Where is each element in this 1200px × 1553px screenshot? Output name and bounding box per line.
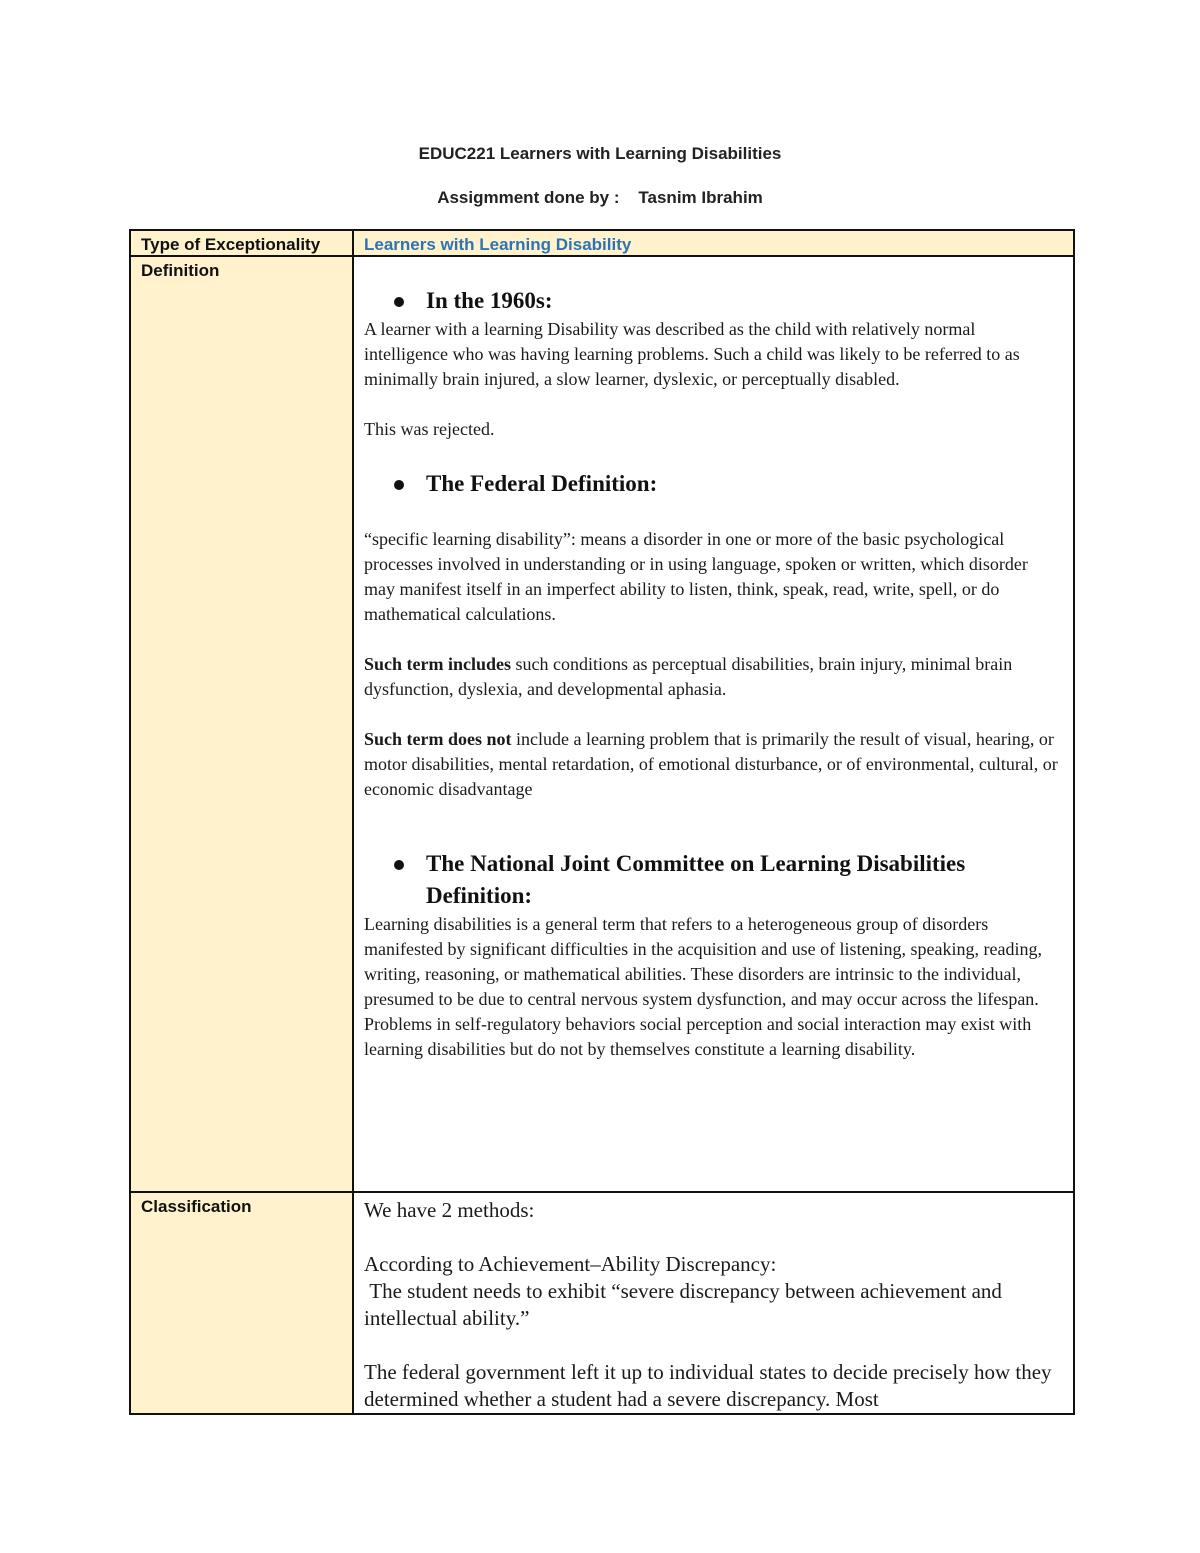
bullet-icon bbox=[394, 480, 404, 490]
classification-label-cell: Classification bbox=[130, 1192, 353, 1414]
definition-label-cell: Definition bbox=[130, 256, 353, 1192]
definition-row bbox=[130, 256, 1074, 1192]
term-excludes-text: include a learning problem that is primarily the result of visual, hearing, or motor disabilities, mental retardation, of emotional disturbance, or of environmental, cultural, or economic disadvantage bbox=[364, 729, 1058, 799]
paragraph-term-includes bbox=[364, 652, 1063, 702]
paragraph-1960s-description: A learner with a learning Disability was described as the child with relatively normal intelligence who was having learning problems. Such a child was likely to be referred to as minimally brain injured, a slow learner, dyslexic, or perceptually disabled. bbox=[364, 319, 1020, 389]
classification-continuation: The federal government left it up to individual states to decide precisely how they determined whether a student had a severe discrepancy. Most bbox=[364, 1360, 1052, 1411]
bullet-icon bbox=[394, 297, 404, 307]
author-line: Assigmment done by : Tasnim Ibrahim bbox=[437, 188, 763, 207]
term-excludes-lead: Such term does not bbox=[364, 729, 512, 749]
term-includes-text: such conditions as perceptual disabilities, brain injury, minimal brain dysfunction, dyslexia, and developmental aphasia. bbox=[364, 654, 1013, 699]
bullet-icon bbox=[394, 860, 404, 870]
paragraph-term-excludes bbox=[364, 727, 1063, 802]
classification-intro: We have 2 methods: bbox=[364, 1198, 535, 1222]
exceptionality-table bbox=[129, 229, 1075, 1415]
header-value-cell: Learners with Learning Disability bbox=[353, 230, 1074, 256]
document-title: EDUC221 Learners with Learning Disabilities bbox=[418, 144, 782, 163]
paragraph-rejected: This was rejected. bbox=[364, 419, 495, 439]
header-label-cell: Type of Exceptionality bbox=[130, 230, 353, 256]
section-heading-1960s: In the 1960s: bbox=[394, 285, 1063, 317]
classification-row bbox=[130, 1192, 1074, 1414]
classification-method-title: According to Achievement–Ability Discrepancy: bbox=[364, 1252, 777, 1276]
classification-method-text: The student needs to exhibit “severe discrepancy between achievement and intellectual ability.” bbox=[364, 1279, 1008, 1330]
term-includes-lead: Such term includes bbox=[364, 654, 512, 674]
paragraph-federal-definition: “specific learning disability”: means a disorder in one or more of the basic psychological processes involved in understanding or in using language, spoken or written, which disorder may manifest itself in an imperfect ability to listen, think, speak, read, write, spell, or do mathematical calculations. bbox=[364, 529, 1028, 624]
paragraph-njcld-definition: Learning disabilities is a general term that refers to a heterogeneous group of disorders manifested by significant difficulties in the acquisition and use of listening, speaking, reading, writing, reasoning, or mathematical abilities. These disorders are intrinsic to the individual, presumed to be due to central nervous system dysfunction, and may occur across the lifespan. Problems in self-regulatory behaviors social perception and social interaction may exist with learning disabilities but do not by themselves constitute a learning disability. bbox=[364, 914, 1043, 1059]
section-heading-njcld: The National Joint Committee on Learning Disabilities Definition: bbox=[394, 848, 1063, 912]
table-header-row bbox=[130, 230, 1074, 256]
definition-content-cell bbox=[353, 256, 1074, 1192]
section-heading-federal: The Federal Definition: bbox=[394, 468, 1063, 500]
classification-content-cell bbox=[353, 1192, 1074, 1414]
